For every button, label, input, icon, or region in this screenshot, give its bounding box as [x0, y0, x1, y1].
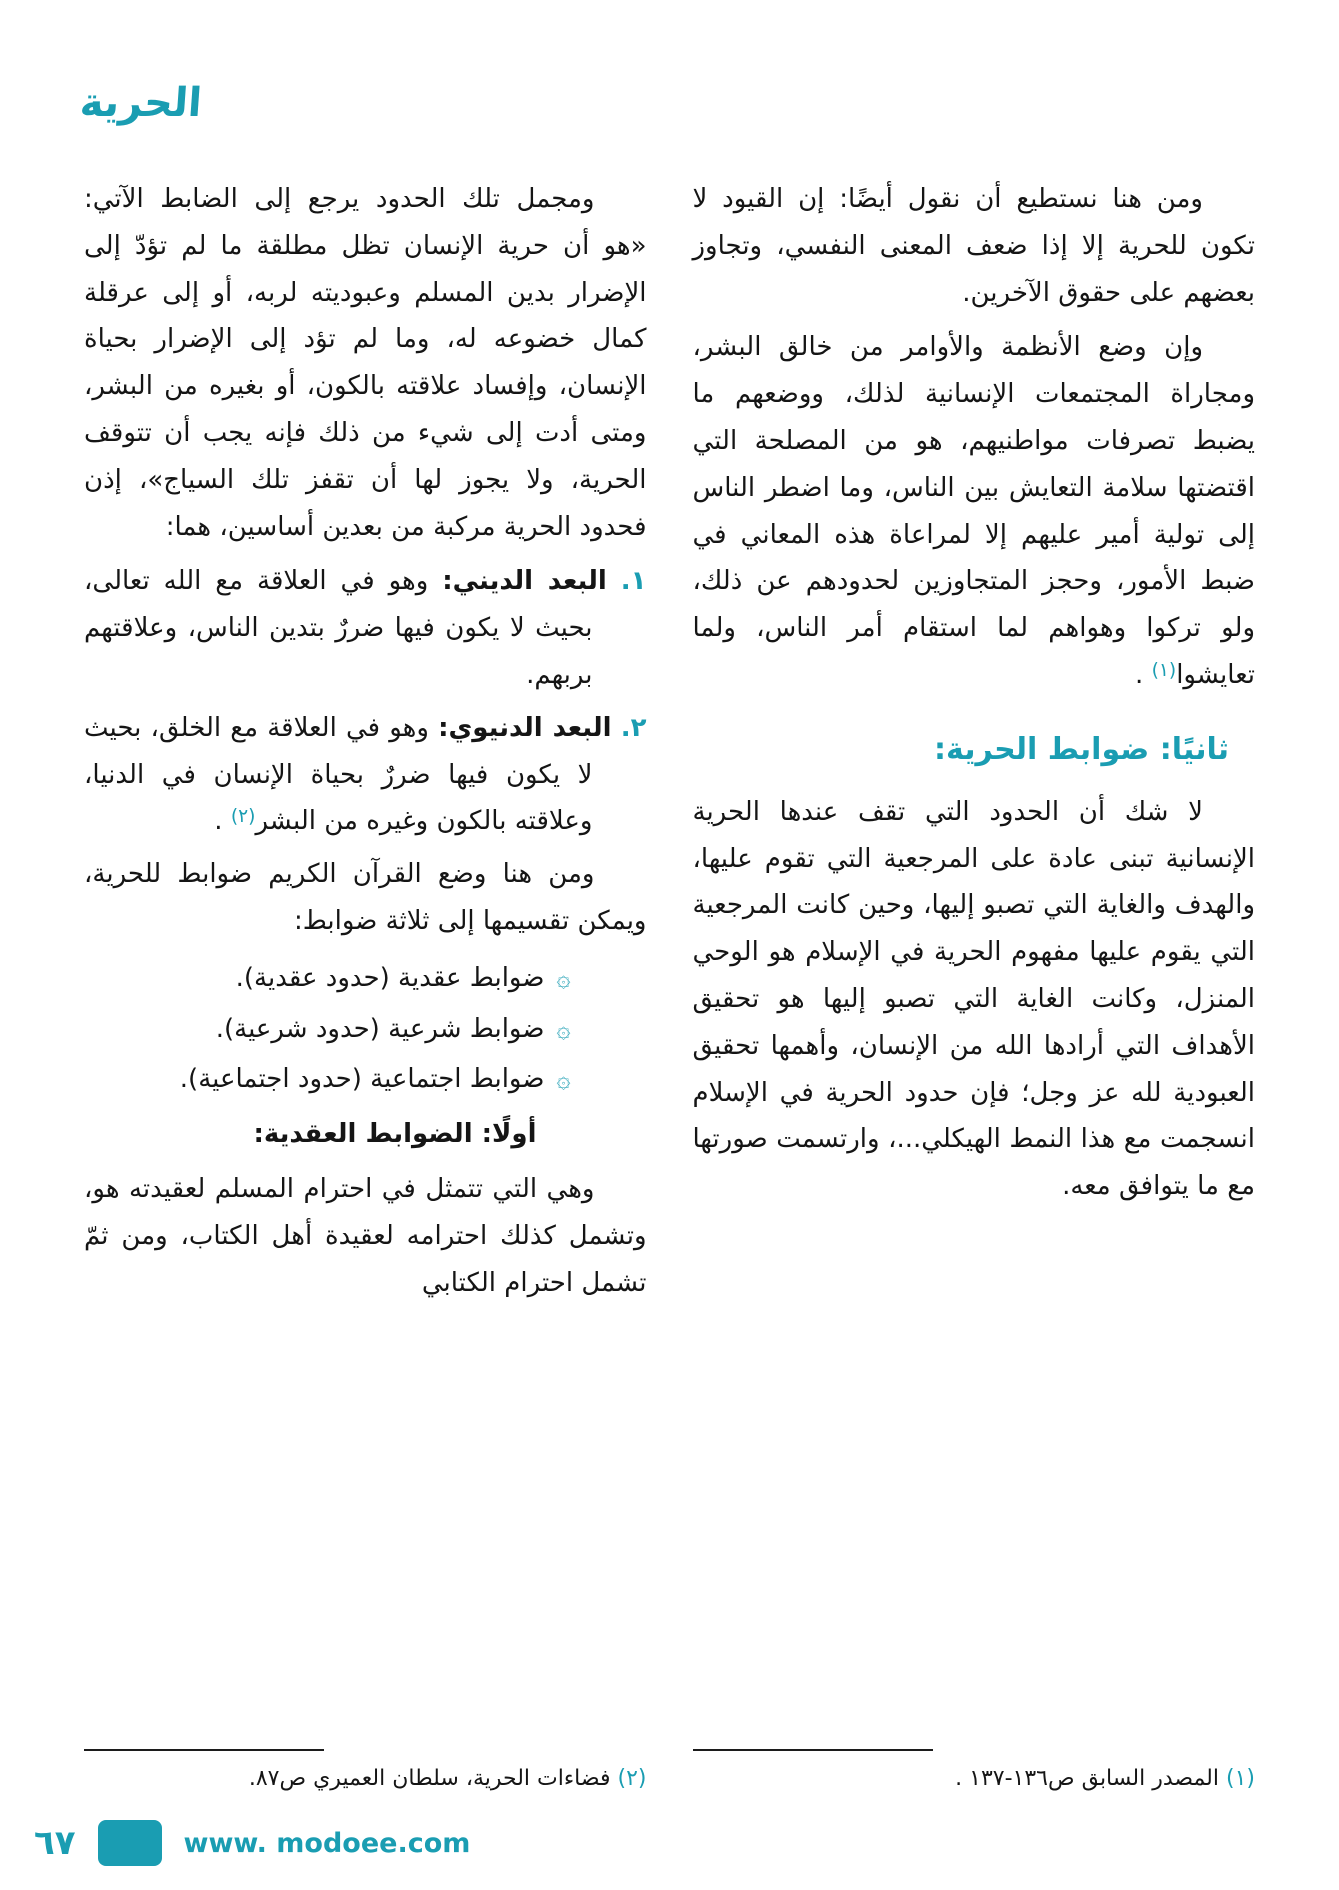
footnote — [693, 1761, 1256, 1796]
numbered-item-1 — [84, 558, 647, 698]
bullet-text: ضوابط شرعية (حدود شرعية). — [215, 1013, 545, 1044]
footnote-number: (١) — [1225, 1765, 1255, 1791]
bullet-item-3 — [84, 1056, 647, 1103]
paragraph: لا شك أن الحدود التي تقف عندها الحرية الإنسانية تبنى عادة على المرجعية التي تقوم عليها، والهدف والغاية التي تصبو إليها، وحين كانت المرجعية التي يقوم عليها مفهوم الحرية في الإسلام هو الوحي المنزل، وكانت الغاية التي تصبو إليها هو تحقيق الأهداف التي أرادها الله من الإنسان، وأهمها تحقيق العبودية لله عز وجل؛ فإن حدود الحرية في الإسلام انسجمت مع هذا النمط الهيكلي...، وارتسمت صورتها مع ما يتوافق معه. — [692, 796, 1255, 1202]
paragraph: ومجمل تلك الحدود يرجع إلى الضابط الآتي: «هو أن حرية الإنسان تظل مطلقة ما لم تؤدّ إلى الإضرار بدين المسلم وعبوديته لربه، أو إلى عرقلة كمال خضوعه له، وما لم تؤد إلى الإضرار بحياة الإنسان، وإفساد علاقته بالكون، أو بغيره من البشر، ومتى أدت إلى شيء من ذلك فإنه يجب أن تتوقف الحرية، ولا يجوز لها أن تقفز تلك السياج»، إذن فحدود الحرية مركبة من بعدين أساسين، هما: — [84, 184, 647, 542]
column-right — [693, 176, 1256, 1796]
bullet-text: ضوابط عقدية (حدود عقدية). — [235, 962, 545, 993]
footnote-area-right — [693, 1749, 1256, 1796]
page-number: ٦٧ — [34, 1823, 76, 1863]
footnote-divider — [693, 1749, 933, 1751]
website-url: www. modoee.com — [183, 1827, 471, 1859]
flower-bullet-icon: ۞ — [556, 1065, 571, 1094]
paragraph: وهي التي تتمثل في احترام المسلم لعقيدته هو، وتشمل كذلك احترامه لعقيدة أهل الكتاب، ومن ثمّ تشمل احترام الكتابي — [84, 1173, 647, 1298]
item-number: ٢. — [620, 712, 647, 743]
column-left — [84, 176, 647, 1796]
section-heading: ثانيًا: ضوابط الحرية: — [934, 731, 1229, 767]
bullet-item-2 — [84, 1006, 647, 1053]
bullet-text: ضوابط اجتماعية (حدود اجتماعية). — [179, 1064, 545, 1095]
footnote-area-left — [84, 1749, 647, 1796]
footnote-number: (٢) — [617, 1765, 647, 1791]
bullet-item-1 — [84, 955, 647, 1002]
book-title-logo: الحرية — [78, 80, 204, 126]
flower-bullet-icon: ۞ — [556, 1014, 571, 1043]
item-text: وهو في العلاقة مع الخلق، بحيث لا يكون فيها ضررٌ بحياة الإنسان في الدنيا، وعلاقته بالكون وغيره من البشر — [84, 712, 593, 837]
paragraph: ومن هنا وضع القرآن الكريم ضوابط للحرية، ويمكن تقسيمها إلى ثلاثة ضوابط: — [84, 859, 647, 936]
item-text: وهو في العلاقة مع الله تعالى، بحيث لا يكون فيها ضررٌ بتدين الناس، وعلاقتهم بربهم. — [84, 566, 593, 690]
flower-bullet-icon: ۞ — [556, 963, 571, 992]
item-number: ١. — [620, 566, 647, 597]
footnote — [84, 1761, 647, 1796]
text-columns — [84, 176, 1255, 1796]
item-label: البعد الديني: — [442, 566, 607, 597]
numbered-item-2 — [84, 705, 647, 845]
footnote-text: المصدر السابق ص١٣٦-١٣٧ . — [955, 1765, 1219, 1791]
paragraph-tail: . — [1135, 659, 1152, 690]
item-label: البعد الدنيوي: — [438, 712, 612, 743]
footnote-divider — [84, 1749, 324, 1751]
footnote-text: فضاءات الحرية، سلطان العميري ص٨٧. — [248, 1765, 611, 1791]
paragraph: ومن هنا نستطيع أن نقول أيضًا: إن القيود لا تكون للحرية إلا إذا ضعف المعنى النفسي، وتجاوز بعضهم على حقوق الآخرين. — [692, 184, 1255, 308]
footnote-ref-marker-1: (١) — [1151, 659, 1177, 681]
item-tail: . — [214, 806, 231, 837]
paragraph-text: وإن وضع الأنظمة والأوامر من خالق البشر، ومجاراة المجتمعات الإنسانية لذلك، ووضعهم ما يضبط تصرفات مواطنيهم، هو من المصلحة التي اقتضتها سلامة التعايش بين الناس، وما اضطر الناس إلى تولية أمير عليهم إلا لمراعاة هذه المعاني في ضبط الأمور، وحجز المتجاوزين لحدودهم عن ذلك، ولو تركوا وهواهم لما استقام أمر الناس، ولما تعايشوا — [692, 332, 1255, 690]
footnote-ref-marker-2: (٢) — [230, 806, 256, 828]
footer-accent-bar — [98, 1820, 162, 1866]
page-footer — [34, 1820, 470, 1866]
sub-section-heading: أولًا: الضوابط العقدية: — [253, 1119, 537, 1150]
paragraph — [693, 324, 1256, 698]
